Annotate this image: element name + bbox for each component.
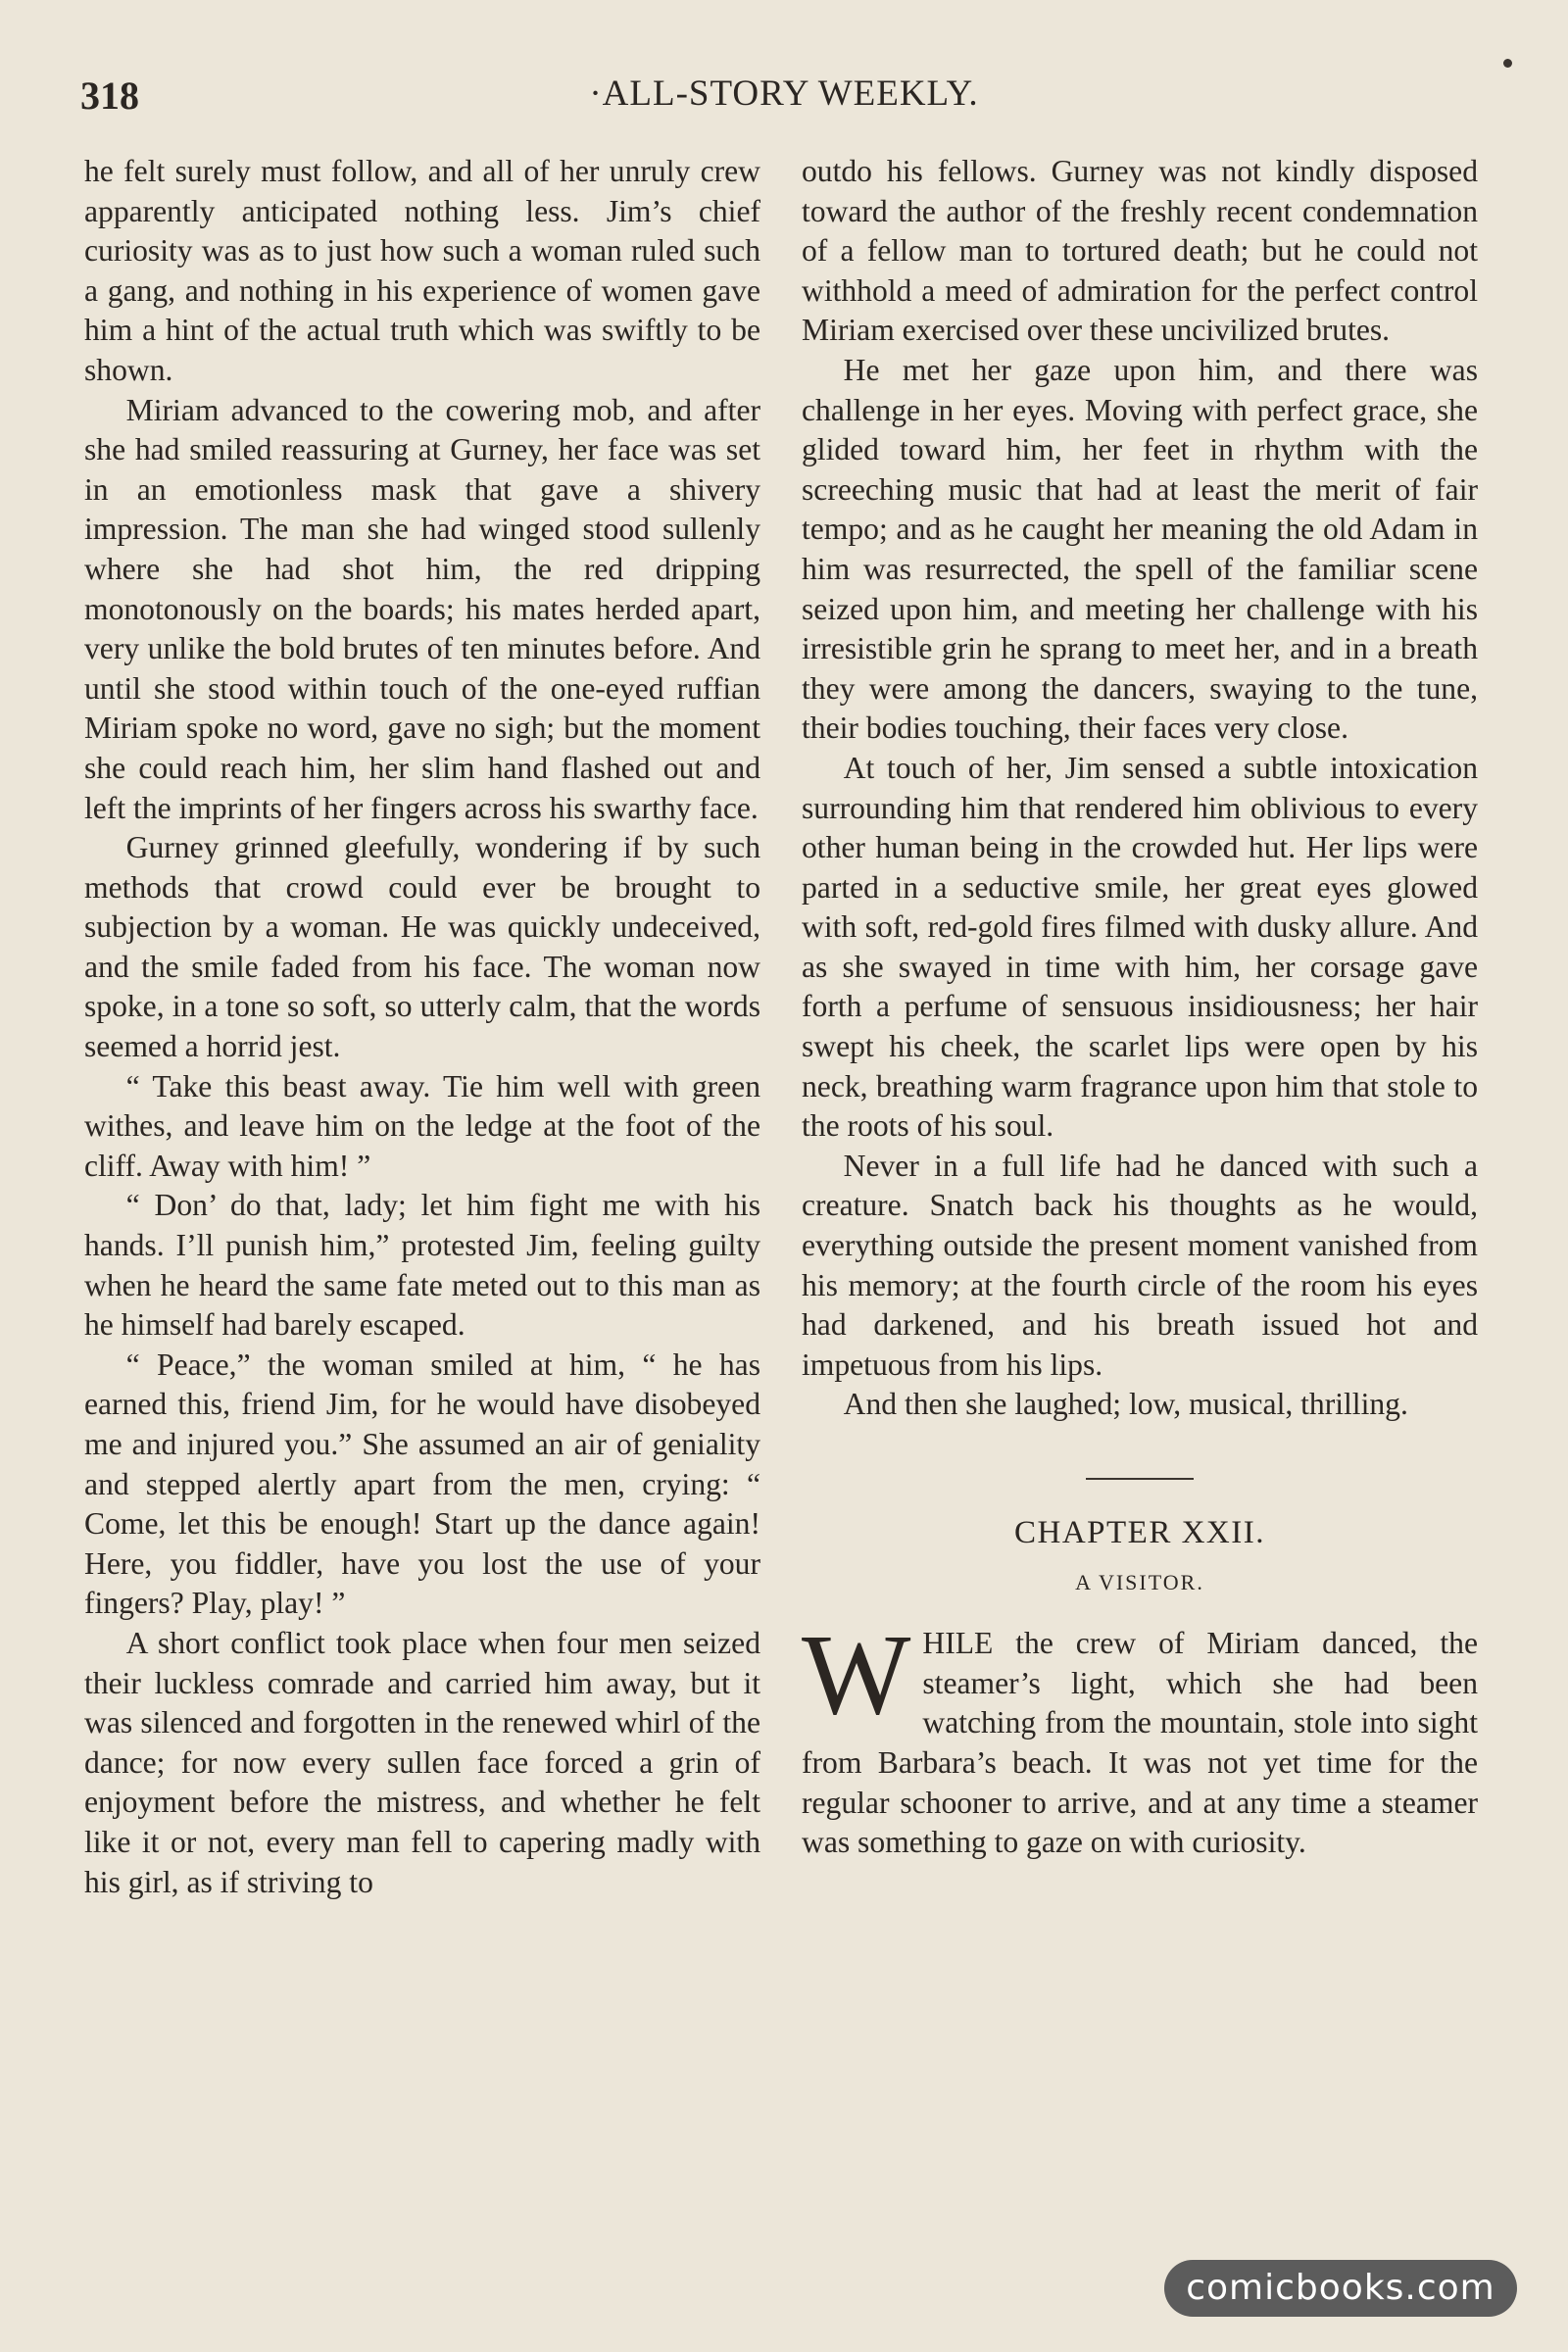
paragraph: A short conflict took place when four men seized their luckless comrade and carried him away, but it was silenced and forgotten in the renewed whirl of the dance; for now every sullen face forced a grin of enjoyment before the mistress, and whether he felt like it or not, every man fell to capering madly with his girl, as if striving to bbox=[84, 1625, 760, 1899]
chapter-subtitle: A VISITOR. bbox=[1075, 1569, 1204, 1594]
paragraph: Never in a full life had he danced with such a creature. Snatch back his thoughts as he would, everything outside the present moment vanished from his memory; at the fourth circle of the room his eyes had darkened, and his breath issued hot and impetuous from his lips. bbox=[802, 1148, 1478, 1382]
paragraph: he felt surely must follow, and all of her unruly crew apparently anticipated nothing less. Jim’s chief curiosity was as to just how such a woman ruled such a gang, and nothing in his experience of women gave him a hint of the actual truth which was swiftly to be shown. bbox=[84, 154, 760, 387]
paragraph: At touch of her, Jim sensed a subtle intoxication surrounding him that rendered him oblivious to every other human being in the crowded hut. Her lips were parted in a seductive smile, her great eyes glowed with soft, red-gold fires filmed with dusky allure. And as she swayed in time with him, her corsage gave forth a perfume of sensuous insidiousness; her hair swept his cheek, the scarlet lips were open by his neck, breathing warm fragrance upon him that stole to the roots of his soul. bbox=[802, 750, 1478, 1144]
chapter-heading: CHAPTER XXII. bbox=[1014, 1515, 1265, 1550]
right-column bbox=[802, 152, 1478, 1863]
chapter-opening-text: HILE the crew of Miriam danced, the steamer’s light, which she had been watching from the mountain, stole into sight from Barbara’s beach. It was not yet time for the regular schooner to arrive, and at any time a steamer was something to gaze on with curiosity. bbox=[802, 1626, 1478, 1860]
paragraph: “ Take this beast away. Tie him well with green withes, and leave him on the ledge at the foot of the cliff. Away with him! ” bbox=[84, 1068, 760, 1183]
running-title: ·ALL-STORY WEEKLY. bbox=[589, 74, 979, 114]
section-divider bbox=[1086, 1478, 1194, 1480]
paragraph: outdo his fellows. Gurney was not kindly disposed toward the author of the freshly recent condemnation of a fellow man to tortured death; but he could not withhold a meed of admiration for the perfect control Miriam exercised over these uncivilized brutes. bbox=[802, 154, 1478, 348]
chapter-opening bbox=[802, 1610, 1478, 1863]
paragraph: Gurney grinned gleefully, wondering if by such methods that crowd could ever be brought to subjection by a woman. He was quickly undeceived, and the smile faded from his face. The woman now spoke, in a tone so soft, so utterly calm, that the words seemed a horrid jest. bbox=[84, 830, 760, 1064]
paragraph: And then she laughed; low, musical, thrilling. bbox=[843, 1387, 1408, 1422]
paragraph: Miriam advanced to the cowering mob, and after she had smiled reassuring at Gurney, her face was set in an emotionless mask that gave a shivery impression. The man she had winged stood sullenly where she had shot him, the red dripping monotonously on the boards; his mates herded apart, very unlike the bold brutes of ten minutes before. And until she stood within touch of the one-eyed ruffian Miriam spoke no word, gave no sigh; but the moment she could reach him, her slim hand flashed out and left the imprints of her fingers across his swarthy face. bbox=[84, 392, 760, 825]
page-header bbox=[80, 73, 1488, 122]
paragraph: He met her gaze upon him, and there was challenge in her eyes. Moving with perfect grace, she glided toward him, her feet in rhythm with the screeching music that had at least the merit of fair tempo; and as he caught her meaning the old Adam in him was resurrected, the spell of the familiar scene seized upon him, and meeting her challenge with his irresistible grin he sprang to meet her, and in a breath they were among the dancers, swaying to the tune, their bodies touching, their faces very close. bbox=[802, 352, 1478, 746]
paragraph: “ Peace,” the woman smiled at him, “ he has earned this, friend Jim, for he would have disobeyed me and injured you.” She assumed an air of geniality and stepped alertly apart from the men, crying: “ Come, let this be enough! Start up the dance again! Here, you fiddler, have you lost the use of your fingers? Play, play! ” bbox=[84, 1347, 760, 1621]
left-column bbox=[84, 152, 760, 1902]
paragraph: “ Don’ do that, lady; let him fight me with his hands. I’ll punish him,” protested Jim, feeling guilty when he heard the same fate meted out to this man as he himself had barely escaped. bbox=[84, 1188, 760, 1343]
site-watermark: comicbooks.com bbox=[1164, 2260, 1517, 2317]
drop-cap: W bbox=[802, 1610, 911, 1740]
ink-speck bbox=[1503, 59, 1512, 68]
page-number: 318 bbox=[80, 74, 139, 118]
